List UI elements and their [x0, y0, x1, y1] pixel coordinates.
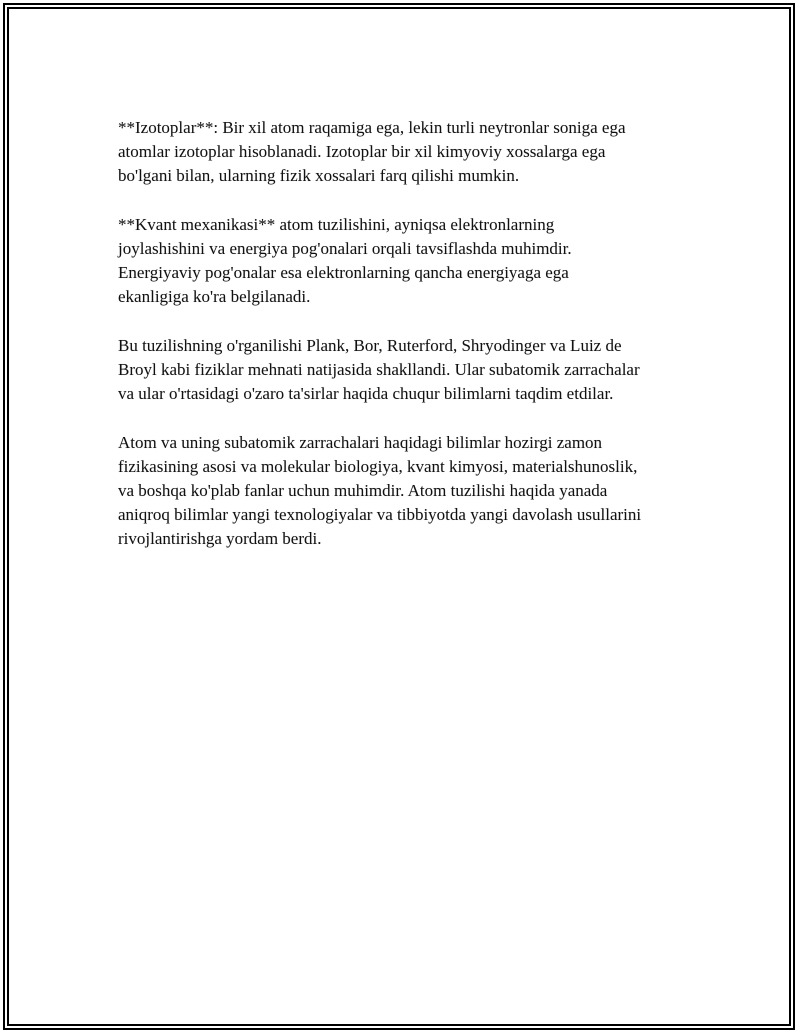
paragraph-tarix — [118, 334, 708, 407]
document-body — [118, 116, 708, 576]
paragraph-line: ekanligiga ko'ra belgilanadi. — [118, 287, 311, 307]
paragraph-line: bo'lgani bilan, ularning fizik xossalari farq qilishi mumkin. — [118, 166, 520, 186]
paragraph-ahamiyat — [118, 431, 708, 552]
paragraph-line: aniqroq bilimlar yangi texnologiyalar va tibbiyotda yangi davolash usullarini — [118, 505, 642, 525]
paragraph-line: **Izotoplar**: Bir xil atom raqamiga ega, lekin turli neytronlar soniga ega — [118, 118, 626, 137]
paragraph-line: va ular o'rtasidagi o'zaro ta'sirlar haqida chuqur bilimlarni taqdim etdilar. — [118, 384, 614, 404]
paragraph-line: Energiyaviy pog'onalar esa elektronlarning qancha energiyaga ega — [118, 263, 569, 283]
paragraph-line: va boshqa ko'plab fanlar uchun muhimdir. Atom tuzilishi haqida yanada — [118, 481, 608, 500]
paragraph-line: **Kvant mexanikasi** atom tuzilishini, ayniqsa elektronlarning — [118, 214, 555, 234]
paragraph-line: Atom va uning subatomik zarrachalari haqidagi bilimlar hozirgi zamon — [118, 432, 603, 452]
paragraph-line: Broyl kabi fiziklar mehnati natijasida shakllandi. Ular subatomik zarrachalar — [118, 360, 640, 379]
paragraph-kvant-mexanikasi — [118, 213, 708, 310]
paragraph-line: atomlar izotoplar hisoblanadi. Izotoplar bir xil kimyoviy xossalarga ega — [118, 142, 606, 162]
paragraph-line: rivojlantirishga yordam berdi. — [118, 529, 322, 549]
paragraph-line: fizikasining asosi va molekular biologiya, kvant kimyosi, materialshunoslik, — [118, 456, 638, 476]
paragraph-line: joylashishini va energiya pog'onalari orqali tavsiflashda muhimdir. — [118, 239, 572, 258]
paragraph-line: Bu tuzilishning o'rganilishi Plank, Bor, Ruterford, Shryodinger va Luiz de — [118, 335, 622, 355]
paragraph-izotoplar — [118, 116, 708, 189]
